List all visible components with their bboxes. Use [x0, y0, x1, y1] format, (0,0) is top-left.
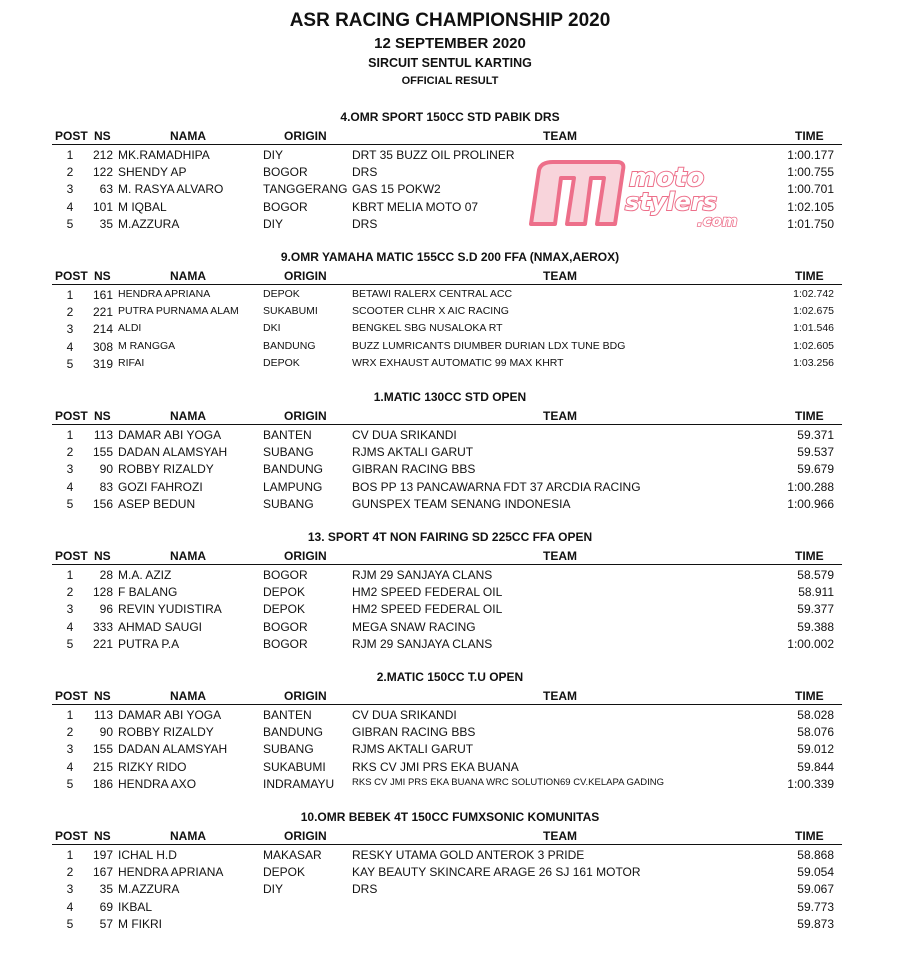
cell-origin: INDRAMAYU [263, 776, 335, 791]
cell-ns: 155 [92, 742, 113, 757]
cell-team: RJMS AKTALI GARUT [352, 742, 474, 757]
cell-team: DRS [352, 165, 378, 180]
cell-ns: 156 [92, 496, 113, 511]
cell-team: DRS [352, 882, 378, 897]
results-table [0, 148, 900, 234]
cell-nama: MK.RAMADHIPA [118, 148, 210, 162]
table-row [0, 602, 900, 619]
cell-post: 3 [66, 882, 74, 897]
cell-team: RKS CV JMI PRS EKA BUANA [352, 759, 519, 774]
cell-time: 58.579 [797, 568, 834, 582]
cell-post: 3 [66, 602, 74, 617]
cell-origin: DEPOK [263, 356, 300, 369]
cell-post: 4 [66, 759, 74, 774]
cell-nama: M IQBAL [118, 199, 167, 214]
cell-origin: DEPOK [263, 602, 306, 617]
column-header-origin: ORIGIN [284, 689, 327, 703]
cell-team: BOS PP 13 PANCAWARNA FDT 37 ARCDIA RACING [352, 479, 641, 494]
cell-origin: SUKABUMI [263, 759, 326, 774]
cell-origin: MAKASAR [263, 848, 322, 862]
column-header-ns: NS [94, 689, 111, 703]
cell-nama: GOZI FAHROZI [118, 479, 203, 494]
table-row [0, 217, 900, 234]
table-row [0, 865, 900, 882]
header-divider [52, 284, 842, 285]
cell-time: 59.054 [797, 865, 834, 880]
cell-time: 1:01.750 [787, 216, 834, 231]
cell-post: 1 [66, 288, 74, 302]
cell-ns: 35 [99, 216, 113, 231]
cell-team: MEGA SNAW RACING [352, 619, 476, 634]
cell-post: 1 [66, 568, 74, 582]
cell-nama: DADAN ALAMSYAH [118, 445, 228, 460]
cell-origin: BOGOR [263, 568, 308, 582]
column-header-nama: NAMA [170, 689, 206, 703]
column-header-origin: ORIGIN [284, 129, 327, 143]
section-title: 9.OMR YAMAHA MATIC 155CC S.D 200 FFA (NMAX,AEROX) [280, 250, 620, 264]
column-header-row [0, 269, 900, 284]
cell-origin: BOGOR [263, 619, 308, 634]
cell-time: 1:02.105 [787, 199, 834, 214]
column-header-origin: ORIGIN [284, 409, 327, 423]
cell-ns: 113 [93, 428, 113, 442]
section-title: 10.OMR BEBEK 4T 150CC FUMXSONIC KOMUNITAS [300, 810, 600, 824]
cell-origin: BOGOR [263, 199, 308, 214]
cell-nama: RIZKY RIDO [118, 759, 187, 774]
cell-post: 3 [66, 462, 74, 477]
cell-origin: DEPOK [263, 585, 306, 600]
cell-post: 3 [66, 322, 74, 337]
column-header-row [0, 129, 900, 144]
cell-ns: 83 [99, 479, 113, 494]
cell-post: 2 [66, 865, 74, 880]
cell-team: BENGKEL SBG NUSALOKA RT [352, 322, 503, 335]
section-title: 2.MATIC 150CC T.U OPEN [376, 670, 524, 684]
table-row [0, 848, 900, 865]
cell-nama: DADAN ALAMSYAH [118, 742, 228, 757]
table-row [0, 760, 900, 777]
cell-time: 1:03.256 [793, 356, 834, 369]
cell-ns: 215 [92, 759, 113, 774]
column-header-time: TIME [795, 129, 824, 143]
cell-time: 1:01.546 [793, 322, 834, 335]
cell-ns: 90 [99, 725, 113, 740]
column-header-time: TIME [795, 409, 824, 423]
column-header-ns: NS [94, 549, 111, 563]
column-header-post: POST [55, 549, 88, 563]
table-row [0, 340, 900, 357]
cell-team: BUZZ LUMRICANTS DIUMBER DURIAN LDX TUNE BDG [352, 339, 626, 352]
cell-ns: 113 [93, 708, 113, 722]
cell-ns: 161 [92, 288, 113, 302]
cell-team: CV DUA SRIKANDI [352, 428, 457, 442]
cell-nama: M FIKRI [118, 916, 162, 931]
cell-post: 1 [66, 428, 74, 442]
cell-post: 2 [66, 585, 74, 600]
cell-origin: DKI [263, 322, 281, 335]
header-divider [52, 144, 842, 145]
results-section [0, 530, 900, 666]
column-header-ns: NS [94, 409, 111, 423]
table-row [0, 725, 900, 742]
cell-post: 1 [66, 148, 74, 162]
cell-nama: M.AZZURA [118, 216, 180, 231]
column-header-nama: NAMA [170, 129, 206, 143]
column-header-post: POST [55, 269, 88, 283]
cell-ns: 319 [92, 356, 113, 371]
column-header-time: TIME [795, 689, 824, 703]
cell-nama: IKBAL [118, 899, 153, 914]
cell-origin: LAMPUNG [263, 479, 323, 494]
table-row [0, 322, 900, 339]
table-row [0, 182, 900, 199]
column-header-post: POST [55, 409, 88, 423]
cell-ns: 28 [99, 568, 113, 582]
cell-ns: 197 [92, 848, 113, 862]
cell-team: BETAWI RALERX CENTRAL ACC [352, 288, 513, 300]
table-row [0, 708, 900, 725]
cell-post: 4 [66, 899, 74, 914]
cell-time: 59.537 [797, 445, 834, 460]
cell-nama: M.A. AZIZ [118, 568, 172, 582]
results-section [0, 670, 900, 806]
cell-origin: SUBANG [263, 496, 314, 511]
cell-ns: 214 [92, 322, 113, 337]
results-table [0, 708, 900, 794]
cell-team: DRS [352, 216, 378, 231]
cell-time: 1:00.755 [787, 165, 834, 180]
cell-nama: REVIN YUDISTIRA [118, 602, 222, 617]
cell-ns: 167 [92, 865, 113, 880]
cell-team: RJMS AKTALI GARUT [352, 445, 474, 460]
cell-ns: 101 [92, 199, 113, 214]
column-header-ns: NS [94, 829, 111, 843]
cell-team: RESKY UTAMA GOLD ANTEROK 3 PRIDE [352, 848, 585, 862]
cell-time: 59.773 [797, 899, 834, 914]
cell-post: 4 [66, 479, 74, 494]
cell-time: 59.844 [797, 759, 834, 774]
cell-time: 59.012 [797, 742, 834, 757]
cell-team: GUNSPEX TEAM SENANG INDONESIA [352, 496, 571, 511]
table-row [0, 620, 900, 637]
cell-nama: F BALANG [118, 585, 178, 600]
cell-post: 5 [66, 776, 74, 791]
cell-nama: M RANGGA [118, 339, 176, 352]
section-title: 1.MATIC 130CC STD OPEN [373, 390, 527, 404]
header-divider [52, 704, 842, 705]
column-header-time: TIME [795, 829, 824, 843]
results-table [0, 568, 900, 654]
table-row [0, 637, 900, 654]
table-row [0, 882, 900, 899]
cell-nama: DAMAR ABI YOGA [118, 428, 222, 442]
column-header-origin: ORIGIN [284, 269, 327, 283]
cell-team: RJM 29 SANJAYA CLANS [352, 568, 493, 582]
column-header-ns: NS [94, 129, 111, 143]
cell-origin: DIY [263, 216, 284, 231]
header-divider [52, 844, 842, 845]
section-title: 13. SPORT 4T NON FAIRING SD 225CC FFA OPEN [307, 530, 593, 544]
cell-post: 4 [66, 619, 74, 634]
cell-nama: HENDRA AXO [118, 776, 197, 791]
cell-ns: 128 [92, 585, 113, 600]
cell-origin: BOGOR [263, 165, 308, 180]
column-header-time: TIME [795, 549, 824, 563]
cell-team: WRX EXHAUST AUTOMATIC 99 MAX KHRT [352, 356, 564, 369]
motostylers-watermark-logo [525, 156, 757, 231]
cell-ns: 63 [99, 182, 113, 197]
section-title: 4.OMR SPORT 150CC STD PABIK DRS [340, 110, 560, 124]
svg-text:moto: moto [629, 163, 705, 193]
svg-text:.com: .com [697, 212, 738, 230]
cell-nama: DAMAR ABI YOGA [118, 708, 222, 722]
cell-time: 59.371 [797, 428, 834, 442]
results-section [0, 390, 900, 526]
cell-post: 1 [66, 708, 74, 722]
table-row [0, 480, 900, 497]
cell-origin: SUKABUMI [263, 305, 318, 318]
cell-time: 58.868 [797, 848, 834, 862]
cell-time: 1:02.742 [793, 288, 834, 300]
cell-post: 1 [66, 848, 74, 862]
svg-text:stylers: stylers [625, 188, 718, 216]
cell-origin: BANDUNG [263, 339, 316, 352]
table-row [0, 900, 900, 917]
cell-post: 2 [66, 445, 74, 460]
cell-ns: 90 [99, 462, 113, 477]
cell-nama: ALDI [118, 322, 142, 335]
cell-team: GIBRAN RACING BBS [352, 462, 476, 477]
cell-team: DRT 35 BUZZ OIL PROLINER [352, 148, 515, 162]
table-row [0, 777, 900, 794]
column-header-row [0, 829, 900, 844]
table-row [0, 445, 900, 462]
cell-ns: 333 [92, 619, 113, 634]
cell-team: CV DUA SRIKANDI [352, 708, 457, 722]
cell-post: 2 [66, 165, 74, 180]
table-row [0, 165, 900, 182]
cell-origin: BOGOR [263, 636, 308, 651]
table-row [0, 357, 900, 374]
column-header-post: POST [55, 829, 88, 843]
cell-nama: ASEP BEDUN [118, 496, 196, 511]
cell-ns: 308 [92, 339, 113, 354]
column-header-post: POST [55, 129, 88, 143]
column-header-origin: ORIGIN [284, 549, 327, 563]
cell-nama: PUTRA P.A [118, 636, 180, 651]
cell-origin: BANTEN [263, 428, 312, 442]
cell-origin: DEPOK [263, 288, 300, 300]
column-header-row [0, 409, 900, 424]
cell-team: RKS CV JMI PRS EKA BUANA WRC SOLUTION69 CV.KELAPA GADING [352, 776, 665, 788]
column-header-time: TIME [795, 269, 824, 283]
column-header-team: TEAM [543, 269, 577, 283]
cell-team: SCOOTER CLHR X AIC RACING [352, 305, 509, 318]
cell-post: 5 [66, 496, 74, 511]
column-header-row [0, 689, 900, 704]
table-row [0, 568, 900, 585]
cell-nama: HENDRA APRIANA [118, 288, 211, 300]
cell-origin: DIY [263, 882, 284, 897]
cell-ns: 186 [92, 776, 113, 791]
cell-ns: 221 [92, 636, 113, 651]
cell-ns: 221 [92, 305, 113, 320]
cell-time: 58.076 [797, 725, 834, 740]
cell-post: 5 [66, 916, 74, 931]
cell-post: 4 [66, 339, 74, 354]
cell-post: 5 [66, 216, 74, 231]
cell-time: 59.388 [797, 619, 834, 634]
cell-origin: SUBANG [263, 742, 314, 757]
cell-team: GAS 15 POKW2 [352, 182, 441, 197]
column-header-nama: NAMA [170, 549, 206, 563]
circuit-name: SIRCUIT SENTUL KARTING [368, 56, 532, 70]
cell-post: 2 [66, 725, 74, 740]
cell-nama: SHENDY AP [118, 165, 187, 180]
cell-ns: 69 [99, 899, 113, 914]
cell-team: KAY BEAUTY SKINCARE ARAGE 26 SJ 161 MOTOR [352, 865, 641, 880]
cell-post: 3 [66, 182, 74, 197]
table-row [0, 742, 900, 759]
column-header-ns: NS [94, 269, 111, 283]
results-table [0, 288, 900, 374]
cell-time: 59.873 [797, 916, 834, 931]
column-header-team: TEAM [543, 549, 577, 563]
cell-team: KBRT MELIA MOTO 07 [352, 199, 479, 214]
column-header-origin: ORIGIN [284, 829, 327, 843]
cell-team: GIBRAN RACING BBS [352, 725, 476, 740]
column-header-team: TEAM [543, 689, 577, 703]
cell-time: 1:00.177 [787, 148, 834, 162]
cell-nama: M. RASYA ALVARO [118, 182, 224, 197]
cell-time: 1:00.002 [787, 636, 834, 651]
header-divider [52, 564, 842, 565]
header-divider [52, 424, 842, 425]
cell-ns: 212 [92, 148, 113, 162]
cell-nama: RIFAI [118, 356, 145, 369]
cell-post: 3 [66, 742, 74, 757]
cell-ns: 96 [99, 602, 113, 617]
cell-team: HM2 SPEED FEDERAL OIL [352, 585, 503, 600]
column-header-row [0, 549, 900, 564]
cell-time: 59.377 [797, 602, 834, 617]
cell-team: RJM 29 SANJAYA CLANS [352, 636, 493, 651]
cell-time: 1:00.339 [787, 776, 834, 791]
cell-time: 59.679 [797, 462, 834, 477]
table-row [0, 428, 900, 445]
cell-origin: BANDUNG [263, 462, 324, 477]
cell-post: 4 [66, 199, 74, 214]
cell-origin: DEPOK [263, 865, 306, 880]
cell-nama: ICHAL H.D [118, 848, 177, 862]
cell-origin: SUBANG [263, 445, 314, 460]
results-section [0, 810, 900, 946]
cell-nama: ROBBY RIZALDY [118, 462, 214, 477]
results-table [0, 848, 900, 934]
column-header-team: TEAM [543, 409, 577, 423]
cell-ns: 57 [99, 916, 113, 931]
cell-time: 58.911 [798, 585, 834, 600]
results-section [0, 250, 900, 386]
cell-post: 2 [66, 305, 74, 320]
official-result-label: OFFICIAL RESULT [401, 75, 499, 87]
table-row [0, 462, 900, 479]
cell-nama: PUTRA PURNAMA ALAM [118, 305, 239, 318]
table-row [0, 497, 900, 514]
column-header-post: POST [55, 689, 88, 703]
column-header-team: TEAM [543, 129, 577, 143]
cell-time: 1:02.675 [793, 305, 834, 318]
table-row [0, 917, 900, 934]
table-row [0, 288, 900, 305]
cell-time: 58.028 [797, 708, 834, 722]
cell-team: HM2 SPEED FEDERAL OIL [352, 602, 503, 617]
cell-origin: BANDUNG [263, 725, 324, 740]
results-table [0, 428, 900, 514]
table-row [0, 585, 900, 602]
column-header-nama: NAMA [170, 409, 206, 423]
table-row [0, 148, 900, 165]
cell-time: 1:00.288 [787, 479, 834, 494]
results-section [0, 110, 900, 246]
cell-origin: BANTEN [263, 708, 312, 722]
event-date: 12 SEPTEMBER 2020 [374, 35, 526, 52]
cell-ns: 122 [92, 165, 113, 180]
cell-nama: AHMAD SAUGI [118, 619, 203, 634]
cell-post: 5 [66, 356, 74, 371]
cell-nama: ROBBY RIZALDY [118, 725, 214, 740]
column-header-team: TEAM [543, 829, 577, 843]
cell-time: 59.067 [797, 882, 834, 897]
cell-time: 1:02.605 [793, 339, 834, 352]
column-header-nama: NAMA [170, 269, 206, 283]
cell-time: 1:00.966 [787, 496, 834, 511]
cell-nama: M.AZZURA [118, 882, 180, 897]
document-title: ASR RACING CHAMPIONSHIP 2020 [289, 10, 611, 31]
cell-post: 5 [66, 636, 74, 651]
cell-nama: HENDRA APRIANA [118, 865, 224, 880]
cell-ns: 155 [92, 445, 113, 460]
cell-origin: DIY [263, 148, 284, 162]
cell-origin: TANGGERANG [263, 182, 348, 197]
cell-ns: 35 [99, 882, 113, 897]
column-header-nama: NAMA [170, 829, 206, 843]
table-row [0, 200, 900, 217]
table-row [0, 305, 900, 322]
cell-time: 1:00.701 [787, 182, 834, 197]
